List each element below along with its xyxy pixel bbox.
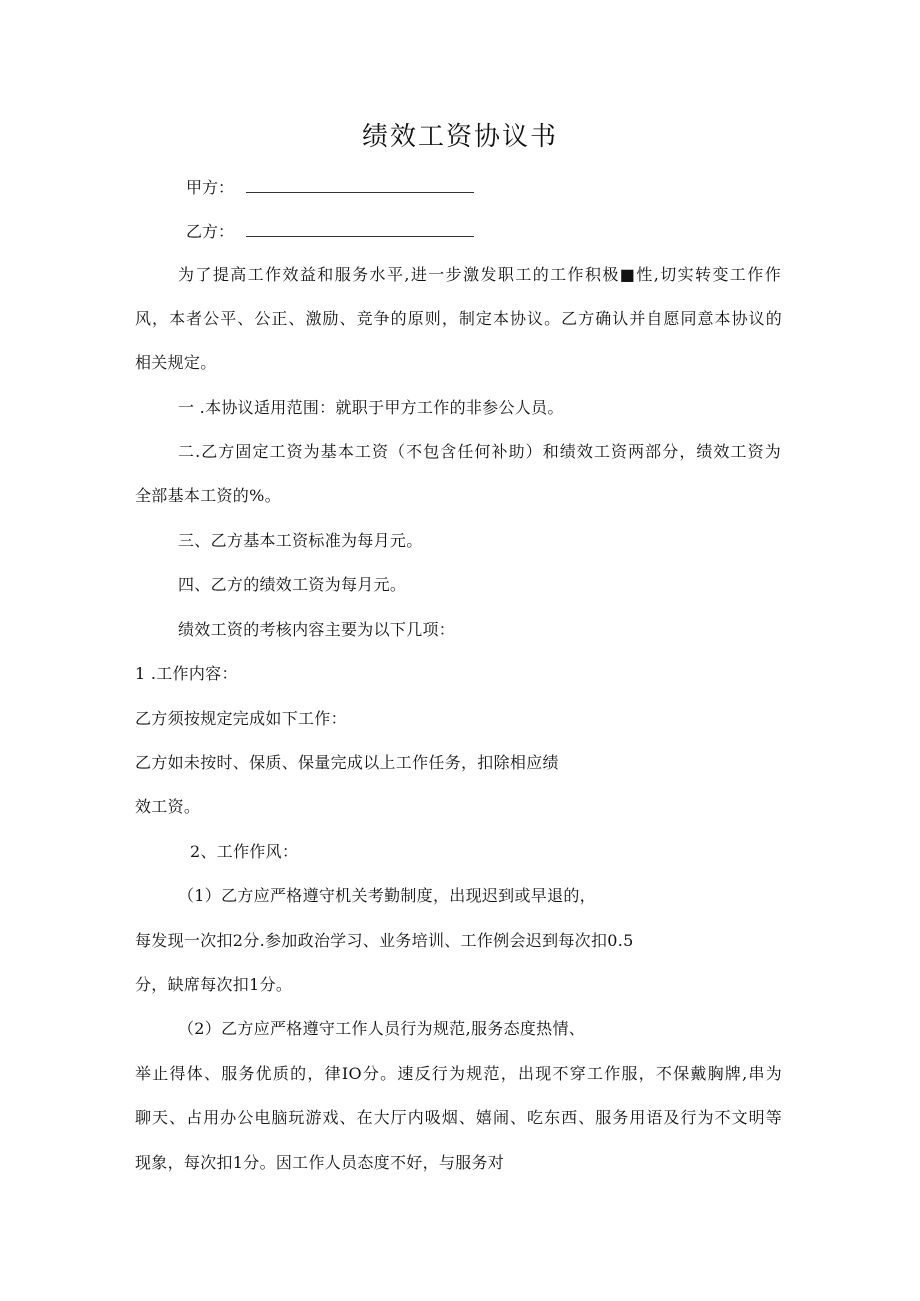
section-work-content: 1 .工作内容：	[135, 664, 238, 683]
party-b-label: 乙方：	[186, 222, 235, 241]
paragraph-line: 乙方如未按时、保质、保量完成以上工作任务，扣除相应绩	[135, 753, 559, 772]
item-attendance: （1）乙方应严格遵守机关考勤制度，出现迟到或早退的，	[178, 886, 596, 905]
section-work-style: 2、工作作风：	[190, 842, 299, 861]
paragraph-line: 相关规定。	[135, 353, 217, 372]
paragraph-line: 聊天、占用办公电脑玩游戏、在大厅内吸烟、嬉闹、吃东西、服务用语及行为不文明等	[135, 1108, 782, 1127]
clause-salary-structure-cont: 全部基本工资的%。	[135, 486, 281, 505]
item-conduct: （2）乙方应严格遵守工作人员行为规范,服务态度热情、	[178, 1019, 586, 1038]
clause-base-salary: 三、乙方基本工资标准为每月元。	[178, 531, 423, 550]
party-a-label: 甲方：	[186, 178, 235, 197]
paragraph-line: 为了提高工作效益和服务水平,进一步激发职工的工作积极■性,切实转变工作作	[178, 265, 781, 284]
party-b-field	[186, 220, 474, 243]
paragraph-line: 分，缺席每次扣1分。	[135, 975, 293, 994]
paragraph-line: 风，本者公平、公正、激励、竞争的原则，制定本协议。乙方确认并自愿同意本协议的	[135, 309, 782, 328]
paragraph-line: 现象，每次扣1分。因工作人员态度不好，与服务对	[135, 1153, 505, 1172]
clause-scope: 一 .本协议适用范围：就职于甲方工作的非参公人员。	[178, 398, 564, 417]
party-a-blank	[246, 176, 474, 193]
party-b-blank	[246, 220, 474, 237]
clause-performance-salary: 四、乙方的绩效工资为每月元。	[178, 575, 407, 594]
document-title: 绩效工资协议书	[361, 122, 558, 152]
assessment-intro: 绩效工资的考核内容主要为以下几项：	[178, 620, 456, 639]
paragraph-line: 每发现一次扣2分.参加政治学习、业务培训、工作例会迟到每次扣0.5	[135, 931, 634, 950]
paragraph-line: 乙方须按规定完成如下工作：	[135, 709, 347, 728]
clause-salary-structure: 二.乙方固定工资为基本工资（不包含任何补助）和绩效工资两部分，绩效工资为	[178, 442, 781, 461]
party-a-field	[186, 176, 474, 199]
paragraph-line: 举止得体、服务优质的，律IO分。速反行为规范，出现不穿工作服，不保戴胸牌,串为	[135, 1064, 782, 1083]
paragraph-line: 效工资。	[135, 797, 201, 816]
